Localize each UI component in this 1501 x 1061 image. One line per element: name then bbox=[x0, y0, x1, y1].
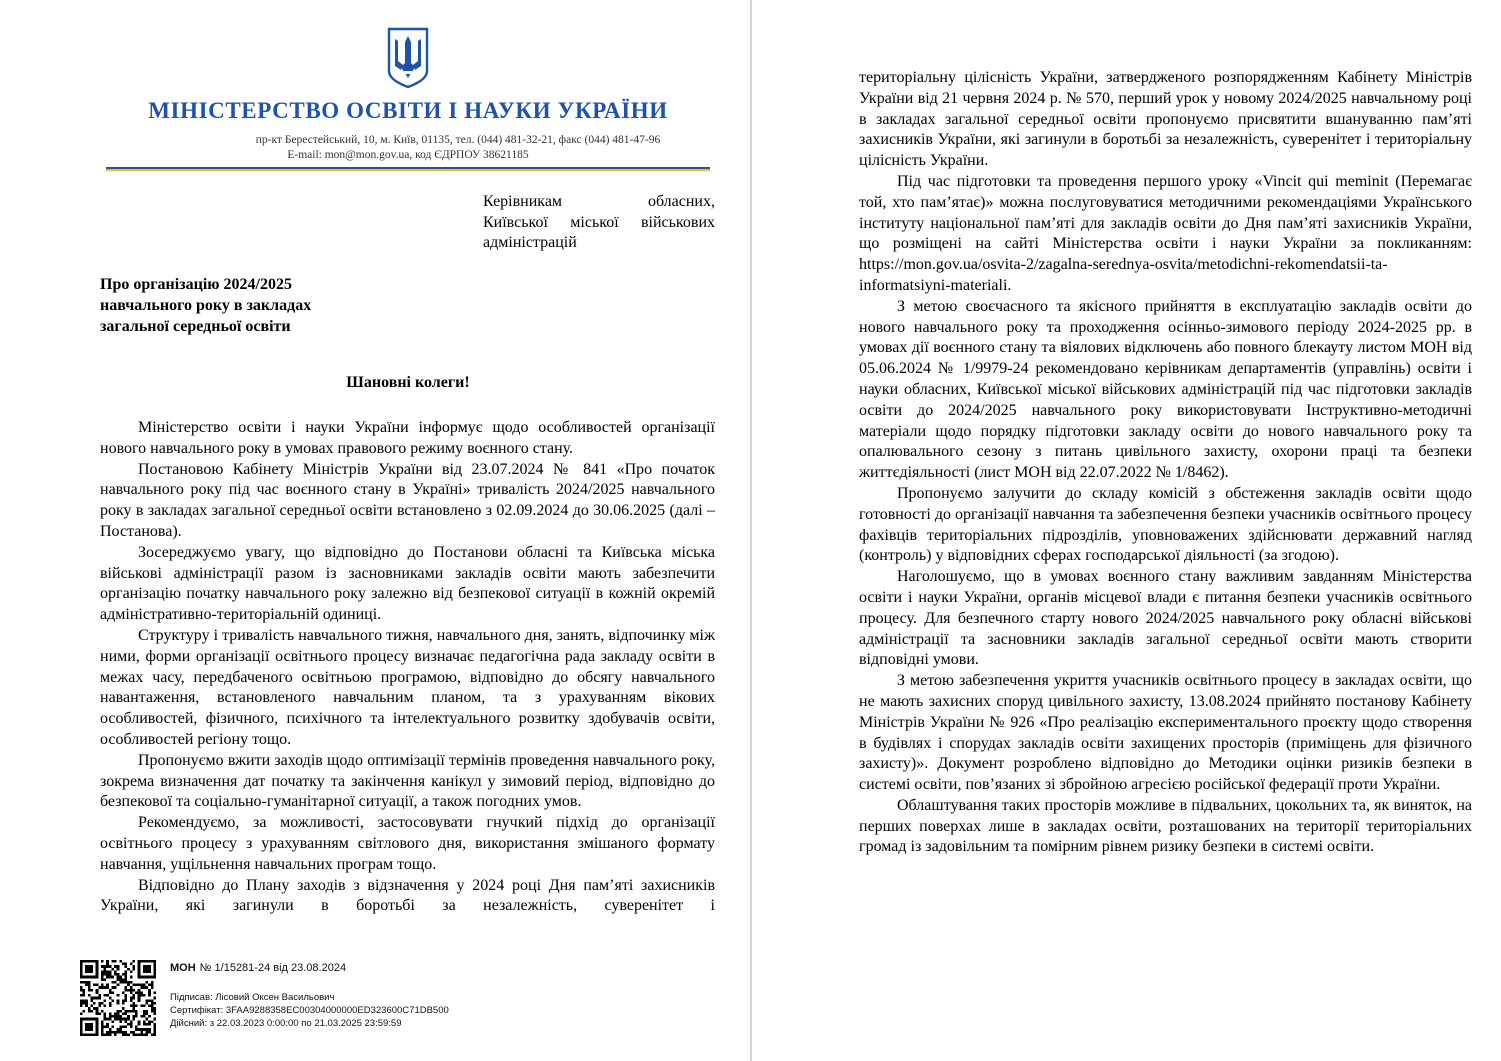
recipient-block bbox=[483, 192, 715, 254]
subject-line: Про організацію 2024/2025 bbox=[100, 276, 292, 293]
page-right bbox=[752, 0, 1501, 1061]
recipient-line: Київської міської військових bbox=[483, 213, 715, 231]
paragraph: Облаштування таких просторів можливе в підвальних, цокольних та, як виняток, на перших поверхах лише в закладах освіти, розташованих на території територіальних громад із задовільним та помірним рівнем ризику безпеки в системі освіти. bbox=[859, 796, 1472, 856]
letter-body-right bbox=[859, 68, 1472, 858]
registration-org: МОН bbox=[170, 962, 196, 974]
subject-block bbox=[100, 274, 311, 337]
letterhead-rule-yellow bbox=[106, 169, 710, 171]
paragraph: Пропонуємо вжити заходів щодо оптимізації термінів проведення навчального року, зокрема визначення дат початку та закінчення канікул у зимовий період, відповідно до безпекової та соціально-гуманітарної ситуації, а також погодних умов. bbox=[100, 751, 715, 811]
paragraph: Рекомендуємо, за можливості, застосовувати гнучкий підхід до організації освітнього процесу з урахуванням світлового дня, використання змішаного формату навчання, ущільнення навчальних програм тощо. bbox=[100, 814, 715, 873]
ministry-email: E-mail: mon@mon.gov.ua, код ЄДРПОУ 38621185 bbox=[287, 149, 529, 161]
paragraph: Постановою Кабінету Міністрів України від 23.07.2024 № 841 «Про початок навчального року під час воєнного стану в Україні» тривалість 2024/2025 навчального року в закладах загальної середньої освіти встановлено з 02.09.2024 до 30.06.2025 (далі – Постанова). bbox=[100, 460, 715, 540]
paragraph: Зосереджуємо увагу, що відповідно до Постанови обласні та Київська міська військові адміністрації разом із засновниками закладів освіти мають забезпечити організацію початку навчального року залежно від безпекової ситуації в кожній окремій адміністративно-територіальній одиниці. bbox=[100, 543, 715, 624]
paragraph: Відповідно до Плану заходів з відзначення у 2024 році Дня пам’яті захисників України, які загинули в боротьбі за незалежність, суверенітет і bbox=[100, 876, 715, 915]
signature-signer: Підписав: Лісовий Оксен Васильович bbox=[170, 992, 335, 1003]
recipient-line: Керівникам обласних, bbox=[483, 193, 715, 210]
signature-certificate: Сертифікат: 3FAA9288358EC00304000000ED323600C71DB500 bbox=[170, 1005, 449, 1016]
recipient-line: адміністрацій bbox=[483, 234, 577, 251]
paragraph: Структуру і тривалість навчального тижня, навчального дня, занять, відпочинку між ними, форми організації освітнього процесу визначає педагогічна рада закладу освіти в межах часу, передбаченого освітньою програмою, відповідно до обсягу навчального навантаження, встановленого навчальним планом, та з урахуванням вікових особливостей, фізичного, психічного та інтелектуального розвитку здобувачів освіти, особливостей регіону тощо. bbox=[100, 626, 715, 748]
registration-number: № 1/15281-24 від 23.08.2024 bbox=[199, 962, 347, 974]
paragraph: Пропонуємо залучити до складу комісій з обстеження закладів освіти щодо готовності до організації навчання та забезпечення безпеки учасників освітнього процесу фахівців територіальних підрозділів, уповноважених здійснювати державний нагляд (контроль) у відповідних сферах господарської діяльності (за згодою). bbox=[859, 484, 1472, 565]
qr-code-icon bbox=[80, 960, 156, 1036]
subject-line: загальної середньої освіти bbox=[100, 318, 291, 335]
paragraph: Під час підготовки та проведення першого уроку «Vincit qui meminit (Перемагає той, хто пам’ятає)» можна послуговуватися методичними рекомендаціями Українського інституту національної пам’яті для закладів освіти до Дня пам’яті захисників України, що розміщені на сайті Міністерства освіти і науки України за покликанням: https://mon.gov.ua/osvita-2/zagalna-serednya-osvita/metodichni-rekomendatsii-ta-informatsiyni-materiali. bbox=[859, 172, 1472, 294]
paragraph: територіальну цілісність України, затвердженого розпорядженням Кабінету Міністрів України від 21 червня 2024 р. № 570, перший урок у новому 2024/2025 навчальному році в закладах загальної середньої освіти пропонуємо присвятити вшануванню пам’яті захисників України, які загинули в боротьбі за незалежність, суверенітет і територіальну цілісність України. bbox=[859, 69, 1472, 170]
ministry-address: пр-кт Берестейський, 10, м. Київ, 01135, тел. (044) 481-32-21, факс (044) 481-47-96 bbox=[255, 134, 661, 146]
ministry-name: МІНІСТЕРСТВО ОСВІТИ І НАУКИ УКРАЇНИ bbox=[148, 98, 668, 123]
tryzub-icon bbox=[386, 27, 430, 89]
paragraph: Міністерство освіти і науки України інформує щодо особливостей організації нового навчального року в умовах правового режиму воєнного стану. bbox=[100, 419, 715, 457]
page-left bbox=[0, 0, 750, 1061]
salutation: Шановні колеги! bbox=[346, 374, 470, 391]
registration-stamp bbox=[170, 962, 346, 974]
signature-validity: Дійсний: з 22.03.2023 0:00:00 по 21.03.2025 23:59:59 bbox=[170, 1018, 402, 1029]
paragraph: З метою забезпечення укриття учасників освітнього процесу в закладах освіти, що не мають захисних споруд цивільного захисту, 13.08.2024 прийнято постанову Кабінету Міністрів України № 926 «Про реалізацію експериментального проєкту щодо створення в будівлях і спорудах закладів освіти захищених просторів (приміщень для фізичного захисту)». Документ розроблено відповідно до Методики оцінки ризиків безпеки в системі освіти, пов’язаних зі збройною агресією російської федерації проти України. bbox=[859, 672, 1472, 794]
document-footer bbox=[80, 960, 720, 1036]
paragraph: З метою своєчасного та якісного прийняття в експлуатацію закладів освіти до нового навчального року та проходження осінньо-зимового періоду 2024-2025 рр. в умовах дії воєнного стану та віялових відключень або повного блекауту листом МОН від 05.06.2024 № 1/9979-24 рекомендовано керівникам департаментів (управлінь) освіти і науки обласних, Київської міської військових адміністрацій під час підготовки закладів освіти до 2024/2025 навчального року використовувати Інструктивно-методичні матеріали щодо порядку підготовки закладу освіти до нового навчального року та опалювального сезону з питань цивільного захисту, охорони праці та безпеки життєдіяльності (лист МОН від 22.07.2022 № 1/8462). bbox=[859, 297, 1472, 482]
paragraph: Наголошуємо, що в умовах воєнного стану важливим завданням Міністерства освіти і науки України, органів місцевої влади є питання безпеки учасників освітнього процесу. Для безпечного старту нового 2024/2025 навчального року обласні військові адміністрації та засновники закладів загальної середньої освіти мають створити відповідні умови. bbox=[859, 568, 1472, 669]
letter-body-left bbox=[100, 418, 715, 917]
subject-line: навчального року в закладах bbox=[100, 297, 312, 314]
